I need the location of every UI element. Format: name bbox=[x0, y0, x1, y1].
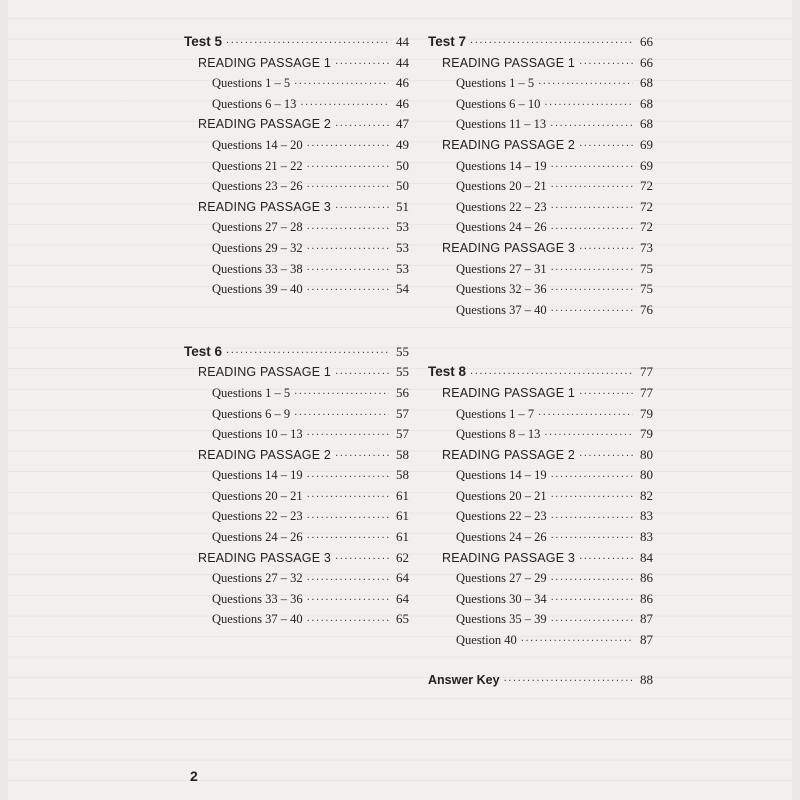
dot-leader bbox=[294, 79, 389, 91]
toc-column-left bbox=[184, 34, 409, 632]
dot-leader bbox=[551, 575, 633, 587]
toc-question-entry[interactable] bbox=[184, 529, 409, 550]
toc-question-entry-page-number: 75 bbox=[640, 281, 653, 297]
toc-passage-entry[interactable] bbox=[428, 550, 653, 571]
toc-question-entry-page-number: 54 bbox=[396, 281, 409, 297]
toc-question-entry-page-number: 57 bbox=[396, 426, 409, 442]
toc-question-entry[interactable] bbox=[428, 96, 653, 117]
toc-passage-entry[interactable] bbox=[184, 550, 409, 571]
toc-question-entry-label: Questions 20 – 21 bbox=[456, 488, 547, 503]
toc-test-entry-label: Test 5 bbox=[184, 34, 223, 49]
dot-leader bbox=[335, 59, 389, 71]
toc-question-entry-label: Questions 6 – 9 bbox=[212, 406, 291, 421]
toc-question-entry-label: Questions 32 – 36 bbox=[456, 282, 547, 297]
toc-question-entry-page-number: 76 bbox=[640, 301, 653, 317]
toc-passage-entry[interactable] bbox=[428, 137, 653, 158]
dot-leader bbox=[307, 285, 389, 297]
toc-question-entry-page-number: 72 bbox=[640, 219, 653, 235]
toc-answer-key-entry-label: Answer Key bbox=[428, 672, 500, 687]
toc-question-entry[interactable] bbox=[428, 570, 653, 591]
toc-question-entry[interactable] bbox=[428, 529, 653, 550]
dot-leader bbox=[551, 492, 633, 504]
toc-passage-entry[interactable] bbox=[428, 240, 653, 261]
toc-test-entry-label: Test 7 bbox=[428, 34, 467, 49]
dot-leader bbox=[307, 616, 389, 628]
toc-question-entry-page-number: 53 bbox=[396, 219, 409, 235]
toc-question-entry-label: Questions 39 – 40 bbox=[212, 282, 303, 297]
toc-test-entry-label: Test 6 bbox=[184, 343, 223, 359]
toc-test-entry-page-number: 77 bbox=[640, 364, 653, 380]
dot-leader bbox=[294, 410, 389, 422]
toc-question-entry[interactable] bbox=[428, 611, 653, 632]
toc-question-entry-page-number: 61 bbox=[396, 508, 409, 524]
dot-leader bbox=[544, 100, 633, 112]
toc-passage-entry[interactable] bbox=[184, 447, 409, 468]
toc-question-entry-label: Questions 22 – 23 bbox=[456, 509, 547, 524]
toc-passage-entry-label: READING PASSAGE 3 bbox=[442, 550, 576, 565]
toc-question-entry[interactable] bbox=[428, 632, 653, 653]
toc-passage-entry-label: READING PASSAGE 2 bbox=[198, 447, 332, 462]
toc-passage-entry-label: READING PASSAGE 3 bbox=[198, 199, 332, 214]
document-page bbox=[8, 0, 792, 800]
toc-test-entry[interactable] bbox=[428, 34, 653, 55]
toc-passage-entry[interactable] bbox=[428, 55, 653, 76]
toc-question-entry[interactable] bbox=[184, 467, 409, 488]
toc-question-entry-page-number: 83 bbox=[640, 529, 653, 545]
toc-question-entry[interactable] bbox=[428, 302, 653, 323]
dot-leader bbox=[307, 513, 389, 525]
toc-question-entry-label: Questions 37 – 40 bbox=[456, 302, 547, 317]
toc-passage-entry-page-number: 62 bbox=[396, 549, 409, 565]
toc-question-entry-label: Questions 35 – 39 bbox=[456, 612, 547, 627]
dot-leader bbox=[307, 492, 389, 504]
toc-question-entry-page-number: 65 bbox=[396, 611, 409, 627]
toc-question-entry[interactable] bbox=[184, 75, 409, 96]
section-spacer bbox=[184, 302, 409, 344]
toc-question-entry-page-number: 53 bbox=[396, 239, 409, 255]
toc-test-entry-page-number: 66 bbox=[640, 34, 653, 49]
toc-question-entry-page-number: 64 bbox=[396, 590, 409, 606]
dot-leader bbox=[551, 203, 633, 215]
dot-leader bbox=[300, 100, 389, 112]
dot-leader bbox=[307, 224, 389, 236]
dot-leader bbox=[551, 513, 633, 525]
toc-passage-entry[interactable] bbox=[428, 447, 653, 468]
toc-question-entry-page-number: 46 bbox=[396, 95, 409, 111]
toc-question-entry-page-number: 58 bbox=[396, 467, 409, 483]
dot-leader bbox=[579, 389, 633, 401]
toc-test-entry-page-number: 44 bbox=[396, 34, 409, 49]
toc-question-entry[interactable] bbox=[184, 406, 409, 427]
toc-test-entry[interactable] bbox=[184, 34, 409, 55]
section-spacer bbox=[428, 322, 653, 364]
toc-question-entry[interactable] bbox=[428, 199, 653, 220]
toc-question-entry[interactable] bbox=[428, 158, 653, 179]
test-section bbox=[428, 364, 653, 652]
toc-passage-entry-page-number: 51 bbox=[396, 198, 409, 214]
dot-leader bbox=[551, 265, 633, 277]
toc-question-entry-page-number: 68 bbox=[640, 116, 653, 132]
toc-passage-entry-page-number: 58 bbox=[396, 446, 409, 462]
dot-leader bbox=[307, 430, 389, 442]
toc-question-entry-label: Questions 27 – 28 bbox=[212, 220, 303, 235]
dot-leader bbox=[307, 244, 389, 256]
toc-question-entry[interactable] bbox=[184, 281, 409, 302]
toc-question-entry-label: Questions 8 – 13 bbox=[456, 427, 541, 442]
dot-leader bbox=[551, 472, 633, 484]
dot-leader bbox=[551, 306, 633, 318]
toc-question-entry-label: Questions 33 – 36 bbox=[212, 591, 303, 606]
toc-question-entry[interactable] bbox=[428, 508, 653, 529]
toc-question-entry-page-number: 53 bbox=[396, 260, 409, 276]
toc-test-entry[interactable] bbox=[428, 364, 653, 385]
toc-question-entry[interactable] bbox=[184, 385, 409, 406]
toc-question-entry[interactable] bbox=[428, 116, 653, 137]
toc-question-entry-label: Questions 24 – 26 bbox=[456, 220, 547, 235]
toc-question-entry[interactable] bbox=[428, 406, 653, 427]
toc-question-entry-label: Questions 37 – 40 bbox=[212, 612, 303, 627]
toc-question-entry[interactable] bbox=[184, 570, 409, 591]
toc-question-entry-page-number: 57 bbox=[396, 405, 409, 421]
toc-question-entry-page-number: 75 bbox=[640, 260, 653, 276]
toc-question-entry[interactable] bbox=[184, 508, 409, 529]
toc-test-entry-page-number: 55 bbox=[396, 343, 409, 359]
toc-question-entry[interactable] bbox=[184, 137, 409, 158]
toc-question-entry-label: Questions 1 – 5 bbox=[212, 385, 291, 400]
toc-passage-entry-page-number: 73 bbox=[640, 239, 653, 255]
toc-question-entry-page-number: 87 bbox=[640, 611, 653, 627]
toc-passage-entry-label: READING PASSAGE 2 bbox=[442, 447, 576, 462]
toc-question-entry[interactable] bbox=[428, 426, 653, 447]
toc-question-entry-page-number: 72 bbox=[640, 178, 653, 194]
toc-question-entry-label: Questions 6 – 10 bbox=[456, 96, 541, 111]
toc-question-entry-label: Questions 29 – 32 bbox=[212, 240, 303, 255]
toc-question-entry-page-number: 82 bbox=[640, 487, 653, 503]
dot-leader bbox=[579, 141, 633, 153]
dot-leader bbox=[335, 554, 389, 566]
dot-leader bbox=[307, 595, 389, 607]
toc-question-entry-page-number: 69 bbox=[640, 157, 653, 173]
toc-question-entry-label: Questions 21 – 22 bbox=[212, 158, 303, 173]
toc-question-entry-page-number: 79 bbox=[640, 426, 653, 442]
toc-question-entry[interactable] bbox=[184, 488, 409, 509]
toc-question-entry-page-number: 80 bbox=[640, 467, 653, 483]
toc-passage-entry-label: READING PASSAGE 1 bbox=[442, 55, 576, 70]
toc-question-entry-page-number: 79 bbox=[640, 405, 653, 421]
toc-question-entry[interactable] bbox=[184, 96, 409, 117]
toc-question-entry-label: Questions 11 – 13 bbox=[456, 117, 547, 132]
toc-question-entry-page-number: 64 bbox=[396, 570, 409, 586]
test-section bbox=[184, 34, 409, 302]
toc-passage-entry-page-number: 84 bbox=[640, 549, 653, 565]
toc-question-entry[interactable] bbox=[428, 281, 653, 302]
toc-passage-entry-label: READING PASSAGE 1 bbox=[198, 365, 332, 380]
toc-question-entry[interactable] bbox=[428, 467, 653, 488]
dot-leader bbox=[579, 451, 633, 463]
toc-passage-entry-page-number: 77 bbox=[640, 384, 653, 400]
toc-question-entry-label: Questions 1 – 5 bbox=[212, 76, 291, 91]
toc-question-entry-page-number: 61 bbox=[396, 529, 409, 545]
toc-passage-entry[interactable] bbox=[184, 364, 409, 385]
dot-leader bbox=[551, 182, 633, 194]
toc-question-entry-page-number: 61 bbox=[396, 487, 409, 503]
dot-leader bbox=[538, 410, 633, 422]
dot-leader bbox=[470, 38, 633, 50]
dot-leader bbox=[504, 676, 633, 688]
toc-question-entry[interactable] bbox=[184, 219, 409, 240]
dot-leader bbox=[307, 182, 389, 194]
dot-leader bbox=[307, 141, 389, 153]
toc-question-entry-page-number: 72 bbox=[640, 198, 653, 214]
toc-question-entry-label: Questions 22 – 23 bbox=[456, 199, 547, 214]
dot-leader bbox=[551, 162, 633, 174]
toc-question-entry[interactable] bbox=[184, 591, 409, 612]
toc-passage-entry-page-number: 47 bbox=[396, 116, 409, 132]
dot-leader bbox=[551, 285, 633, 297]
test-section bbox=[184, 344, 409, 632]
dot-leader bbox=[307, 162, 389, 174]
dot-leader bbox=[307, 472, 389, 484]
dot-leader bbox=[335, 451, 389, 463]
toc-question-entry[interactable] bbox=[428, 178, 653, 199]
toc-question-entry-label: Questions 22 – 23 bbox=[212, 509, 303, 524]
toc-question-entry-label: Questions 33 – 38 bbox=[212, 261, 303, 276]
toc-question-entry-label: Questions 30 – 34 bbox=[456, 591, 547, 606]
dot-leader bbox=[551, 533, 633, 545]
toc-question-entry-label: Questions 1 – 5 bbox=[456, 76, 535, 91]
dot-leader bbox=[335, 203, 389, 215]
toc-test-entry-label: Test 8 bbox=[428, 364, 467, 380]
dot-leader bbox=[226, 348, 389, 360]
toc-question-entry-page-number: 46 bbox=[396, 75, 409, 91]
toc-question-entry-page-number: 86 bbox=[640, 590, 653, 606]
toc-question-entry-label: Questions 24 – 26 bbox=[456, 530, 547, 545]
toc-question-entry-page-number: 86 bbox=[640, 570, 653, 586]
toc-question-entry[interactable] bbox=[184, 158, 409, 179]
toc-question-entry-label: Questions 27 – 31 bbox=[456, 261, 547, 276]
dot-leader bbox=[335, 121, 389, 133]
toc-question-entry-label: Question 40 bbox=[456, 633, 517, 648]
dot-leader bbox=[551, 616, 633, 628]
dot-leader bbox=[521, 636, 633, 648]
toc-passage-entry[interactable] bbox=[184, 116, 409, 137]
toc-passage-entry-page-number: 69 bbox=[640, 136, 653, 152]
toc-question-entry[interactable] bbox=[184, 611, 409, 632]
toc-question-entry-label: Questions 14 – 19 bbox=[456, 468, 547, 483]
dot-leader bbox=[307, 533, 389, 545]
dot-leader bbox=[294, 389, 389, 401]
toc-question-entry-page-number: 50 bbox=[396, 178, 409, 194]
toc-question-entry-label: Questions 10 – 13 bbox=[212, 427, 303, 442]
toc-answer-key-entry[interactable] bbox=[428, 672, 653, 693]
test-section bbox=[428, 34, 653, 322]
toc-passage-entry-label: READING PASSAGE 3 bbox=[442, 240, 576, 255]
toc-passage-entry-label: READING PASSAGE 3 bbox=[198, 550, 332, 565]
toc-question-entry-label: Questions 23 – 26 bbox=[212, 179, 303, 194]
toc-question-entry-page-number: 87 bbox=[640, 632, 653, 648]
dot-leader bbox=[470, 369, 633, 381]
toc-question-entry[interactable] bbox=[184, 240, 409, 261]
dot-leader bbox=[579, 59, 633, 71]
toc-test-entry[interactable] bbox=[184, 344, 409, 365]
toc-question-entry[interactable] bbox=[184, 261, 409, 282]
toc-passage-entry-page-number: 66 bbox=[640, 54, 653, 70]
toc-passage-entry-page-number: 44 bbox=[396, 54, 409, 70]
toc-question-entry[interactable] bbox=[184, 426, 409, 447]
toc-question-entry-label: Questions 14 – 19 bbox=[456, 158, 547, 173]
toc-question-entry-page-number: 56 bbox=[396, 384, 409, 400]
toc-passage-entry[interactable] bbox=[184, 55, 409, 76]
dot-leader bbox=[538, 79, 633, 91]
toc-question-entry-label: Questions 14 – 20 bbox=[212, 137, 303, 152]
toc-question-entry-label: Questions 6 – 13 bbox=[212, 96, 297, 111]
toc-question-entry[interactable] bbox=[428, 219, 653, 240]
toc-question-entry[interactable] bbox=[428, 488, 653, 509]
toc-question-entry-label: Questions 24 – 26 bbox=[212, 530, 303, 545]
toc-question-entry-label: Questions 27 – 29 bbox=[456, 571, 547, 586]
toc-passage-entry[interactable] bbox=[428, 385, 653, 406]
toc-question-entry-page-number: 50 bbox=[396, 157, 409, 173]
toc-question-entry[interactable] bbox=[428, 591, 653, 612]
dot-leader bbox=[551, 595, 633, 607]
toc-passage-entry-label: READING PASSAGE 2 bbox=[442, 137, 576, 152]
dot-leader bbox=[226, 38, 389, 50]
toc-question-entry[interactable] bbox=[428, 261, 653, 282]
toc-passage-entry-label: READING PASSAGE 1 bbox=[198, 55, 332, 70]
dot-leader bbox=[544, 430, 633, 442]
dot-leader bbox=[550, 121, 633, 133]
toc-question-entry-label: Questions 20 – 21 bbox=[456, 179, 547, 194]
toc-question-entry-page-number: 83 bbox=[640, 508, 653, 524]
toc-passage-entry-page-number: 55 bbox=[396, 364, 409, 380]
toc-answer-key-entry-page-number: 88 bbox=[640, 671, 653, 687]
toc-question-entry-page-number: 68 bbox=[640, 95, 653, 111]
dot-leader bbox=[307, 575, 389, 587]
dot-leader bbox=[579, 244, 633, 256]
toc-question-entry[interactable] bbox=[428, 75, 653, 96]
toc-question-entry-page-number: 49 bbox=[396, 136, 409, 152]
toc-passage-entry-label: READING PASSAGE 1 bbox=[442, 385, 576, 400]
toc-question-entry-label: Questions 27 – 32 bbox=[212, 571, 303, 586]
toc-passage-entry[interactable] bbox=[184, 199, 409, 220]
dot-leader bbox=[307, 265, 389, 277]
toc-passage-entry-page-number: 80 bbox=[640, 446, 653, 462]
toc-question-entry-label: Questions 20 – 21 bbox=[212, 488, 303, 503]
dot-leader bbox=[551, 224, 633, 236]
toc-question-entry-page-number: 68 bbox=[640, 75, 653, 91]
toc-passage-entry-label: READING PASSAGE 2 bbox=[198, 117, 332, 132]
page-number: 2 bbox=[190, 768, 198, 784]
toc-question-entry[interactable] bbox=[184, 178, 409, 199]
toc-question-entry-label: Questions 14 – 19 bbox=[212, 468, 303, 483]
dot-leader bbox=[579, 554, 633, 566]
section-spacer bbox=[428, 653, 653, 672]
toc-column-right bbox=[428, 34, 653, 692]
toc-question-entry-label: Questions 1 – 7 bbox=[456, 406, 535, 421]
dot-leader bbox=[335, 369, 389, 381]
